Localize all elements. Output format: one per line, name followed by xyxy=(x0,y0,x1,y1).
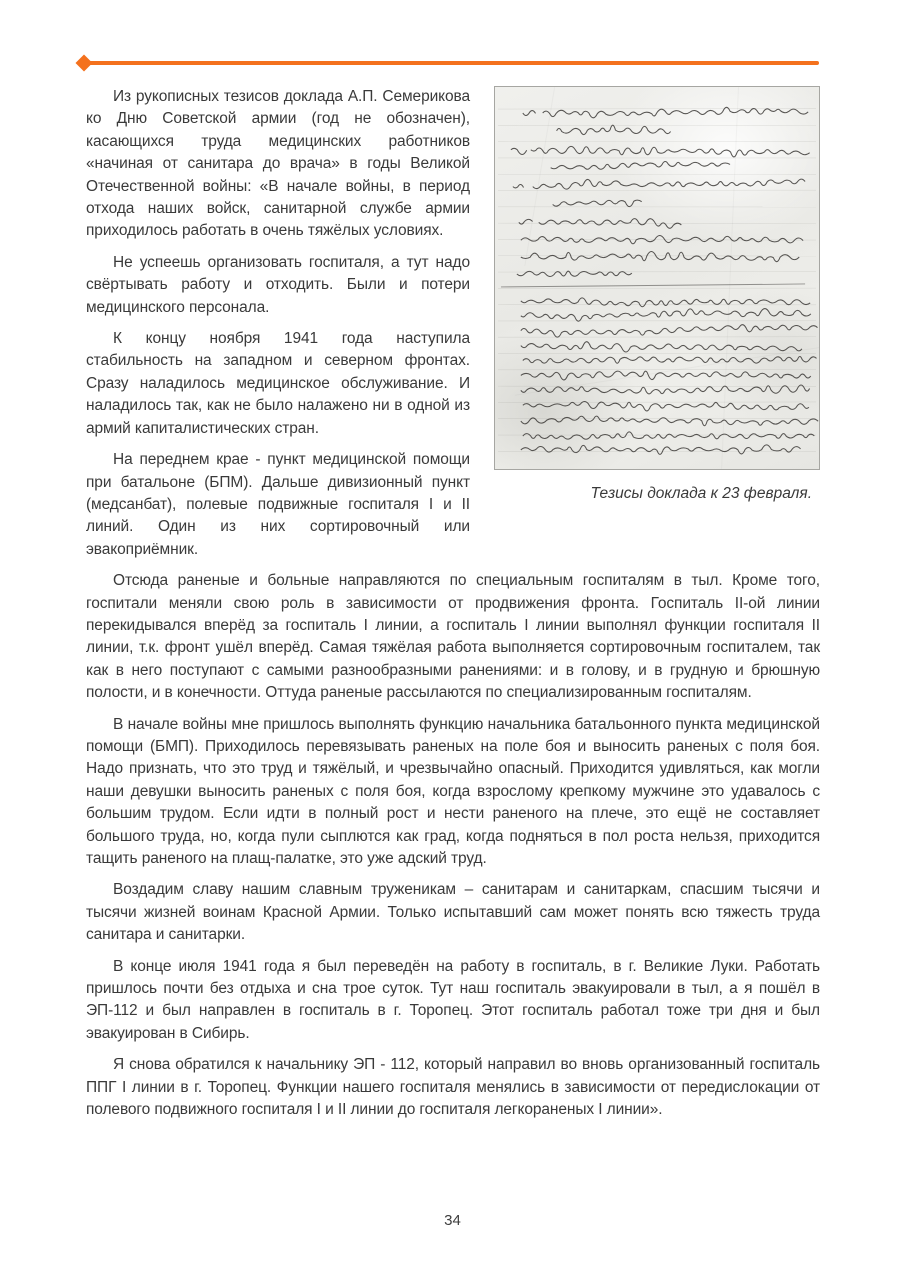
intro-text-column xyxy=(86,86,470,561)
page-number: 34 xyxy=(444,1212,461,1229)
accent-divider-line xyxy=(84,61,819,65)
intro-paragraph: Не успеешь организовать госпиталя, а тут надо свёртывать работу и отходить. Были и потери медицинского персонала. xyxy=(86,253,470,316)
manuscript-figure xyxy=(494,86,820,561)
intro-paragraph: К концу ноября 1941 года наступила стабильность на западном и северном фронтах. Сразу наладилось медицинское обслуживание. И наладилось так, как не было налажено ни в одной из армий капиталистических стран. xyxy=(86,330,470,437)
intro-paragraph: Из рукописных тезисов доклада А.П. Семерикова ко Дню Советской армии (год не обозначен), касающихся труда медицинских работников «начиная от санитара до врача» в годы Великой Отечественной войны: «В начале войны, в период отхода наших войск, санитарной службе армии приходилось работать в очень тяжёлых условиях. xyxy=(86,88,470,240)
intro-paragraph: На переднем крае - пункт медицинской помощи при батальоне (БПМ). Дальше дивизионный пункт (медсанбат), полевые подвижные госпиталя I и II линий. Один из них сортировочный или эвакоприёмник. xyxy=(86,451,470,558)
body-paragraph: В начале войны мне пришлось выполнять функцию начальника батальонного пункта медицинской помощи (БМП). Приходилось перевязывать раненых на поле боя и выносить раненых с поля боя. Надо признать, что это труд и тяжёлый, и чрезвычайно опасный. Приходится удивляться, как могли наши девушки выносить раненых с поля боя, когда взрослому крепкому мужчине это удавалось с большим трудом. Если идти в полный рост и нести раненого на плече, это ещё не составляет большого труда, но, когда пули сыплются как град, когда подняться в пол роста нельзя, приходится тащить раненого на плащ-палатке, это уже адский труд. xyxy=(86,715,820,867)
body-paragraph: Отсюда раненые и больные направляются по специальным госпиталям в тыл. Кроме того, госпитали меняли свою роль в зависимости от продвижения фронта. Госпиталь II-ой линии перекидывался вперёд за госпиталь I линии, а госпиталь I линии выполнял функции госпиталя II линии, т.к. фронт ушёл вперёд. Самая тяжёлая работа выполняется сортировочным госпиталем, так как в него поступают с самыми разнообразными ранениями: и в голову, и в грудную и брюшную полости, и в конечности. Оттуда раненые рассылаются по специализированным госпиталям. xyxy=(86,572,820,702)
top-two-column-section xyxy=(86,86,820,561)
handwriting-strokes xyxy=(495,87,819,469)
page-content xyxy=(86,86,820,1121)
handwritten-manuscript-photo xyxy=(494,86,820,470)
diamond-icon xyxy=(76,55,93,72)
body-paragraph: В конце июля 1941 года я был переведён на работу в госпиталь, в г. Великие Луки. Работать пришлось почти без отдыха и сна трое суток. Тут наш госпиталь эвакуировали в тыл, а я пошёл в ЭП-112 и был направлен в госпиталь в г. Торопец. Этот госпиталь работал тоже три дня и был эвакуирован в Сибирь. xyxy=(86,957,820,1042)
body-paragraph: Я снова обратился к начальнику ЭП - 112, который направил во вновь организованный госпиталь ППГ I линии в г. Торопец. Функции нашего госпиталя менялись в зависимости от передислокации от полевого подвижного госпиталя I и II линии до госпиталя легкораненых I линии». xyxy=(86,1056,820,1119)
photo-caption: Тезисы доклада к 23 февраля. xyxy=(590,485,812,502)
body-text-section xyxy=(86,570,820,1121)
body-paragraph: Воздадим славу нашим славным труженикам – санитарам и санитаркам, спасшим тысячи и тысячи жизней воинам Красной Армии. Только испытавший сам может понять всю тяжесть труда санитара и санитарки. xyxy=(86,881,820,944)
